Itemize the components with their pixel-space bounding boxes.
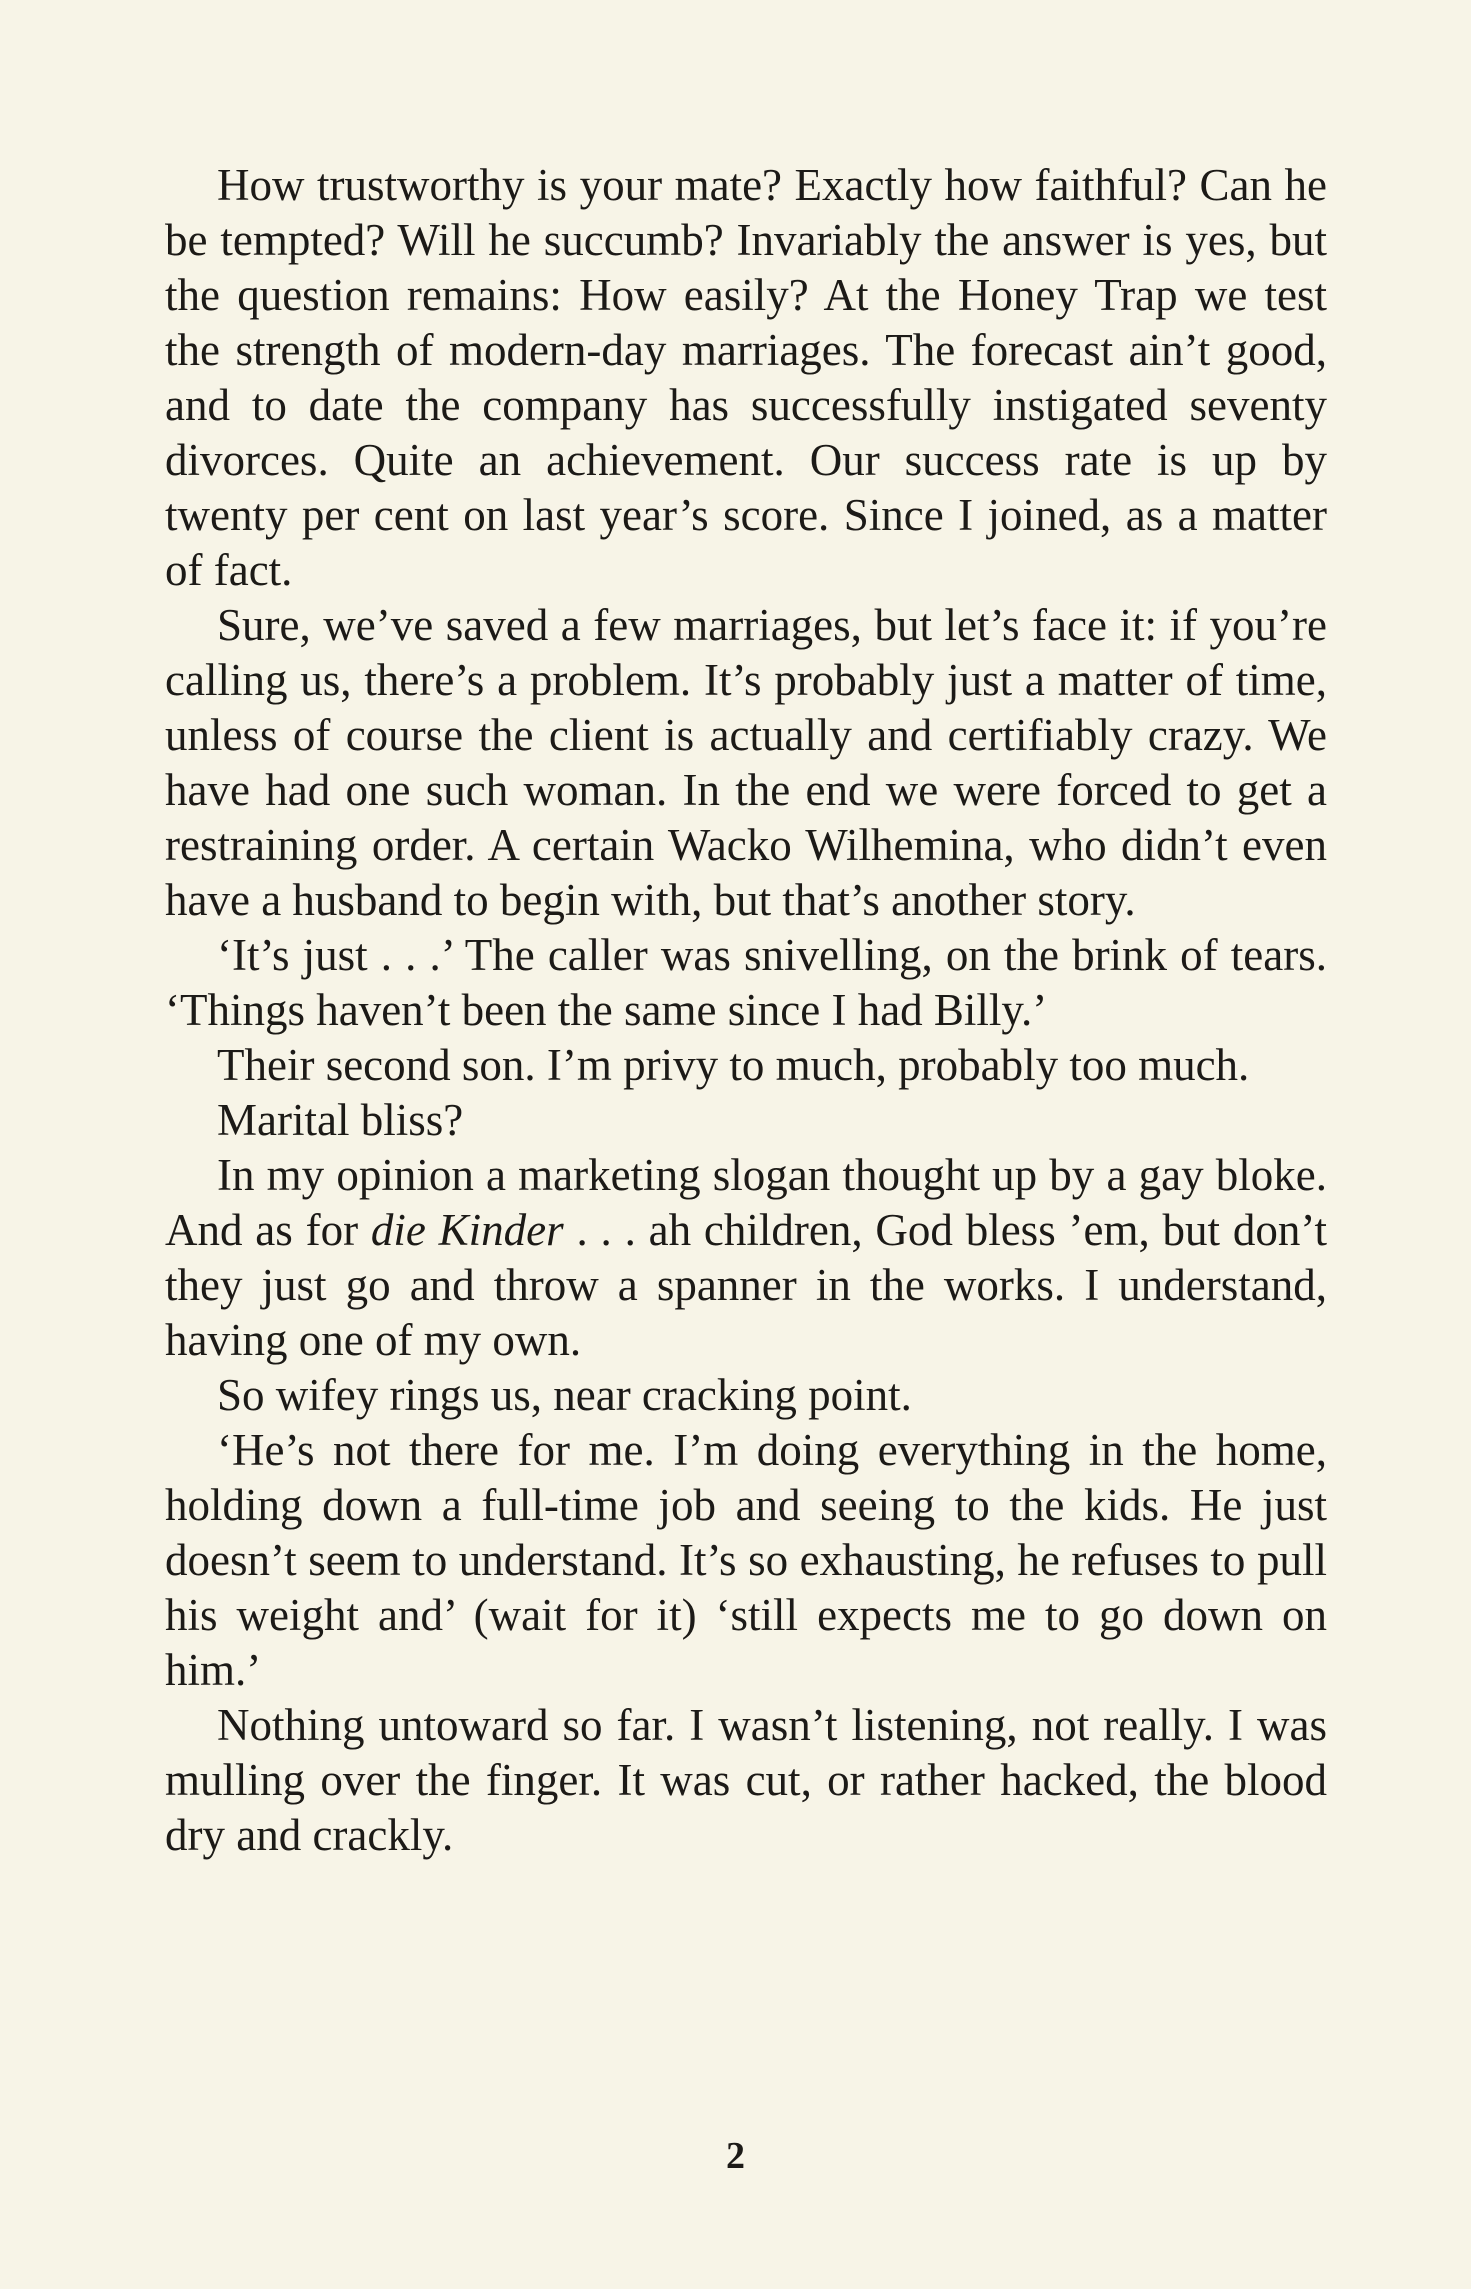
paragraph-6-text-a: In my opinion a marketing slogan thought up by a gay bloke. And as for <box>165 1150 1327 1255</box>
paragraph-7: So wifey rings us, near cracking point. <box>217 1370 912 1420</box>
body-text <box>165 158 1327 1863</box>
paragraph-5: Marital bliss? <box>217 1095 464 1145</box>
paragraph-9: Nothing untoward so far. I wasn’t listening, not really. I was mulling over the finger. It was cut, or rather hacked, the blood dry and crackly. <box>165 1700 1327 1860</box>
paragraph-6-text-b: . . . ah children, God bless ’em, but don’t they just go and throw a spanner in the works. I understand, having one of my own. <box>165 1205 1328 1365</box>
paragraph-1: How trustworthy is your mate? Exactly how faithful? Can he be tempted? Will he succumb? Invariably the answer is yes, but the question remains: How easily? At the Honey Trap we test the strength of modern-day marriages. The forecast ain’t good, and to date the company has successfully instigated seventy divorces. Quite an achievement. Our success rate is up by twenty per cent on last year’s score. Since I joined, as a matter of fact. <box>165 160 1327 595</box>
paragraph-8: ‘He’s not there for me. I’m doing everything in the home, holding down a full-time job and seeing to the kids. He just doesn’t seem to understand. It’s so exhausting, he refuses to pull his weight and’ (wait for it) ‘still expects me to go down on him.’ <box>165 1425 1327 1695</box>
paragraph-4: Their second son. I’m privy to much, probably too much. <box>217 1040 1250 1090</box>
paragraph-2: Sure, we’ve saved a few marriages, but let’s face it: if you’re calling us, there’s a problem. It’s probably just a matter of time, unless of course the client is actually and certifiably crazy. We have had one such woman. In the end we were forced to get a restraining order. A certain Wacko Wilhemina, who didn’t even have a husband to begin with, but that’s another story. <box>165 600 1327 925</box>
paragraph-6-italic: die Kinder <box>370 1205 564 1255</box>
page-number: 2 <box>726 2135 745 2177</box>
paragraph-6 <box>165 1148 1327 1368</box>
paragraph-3: ‘It’s just . . .’ The caller was snivelling, on the brink of tears. ‘Things haven’t been the same since I had Billy.’ <box>165 930 1327 1035</box>
